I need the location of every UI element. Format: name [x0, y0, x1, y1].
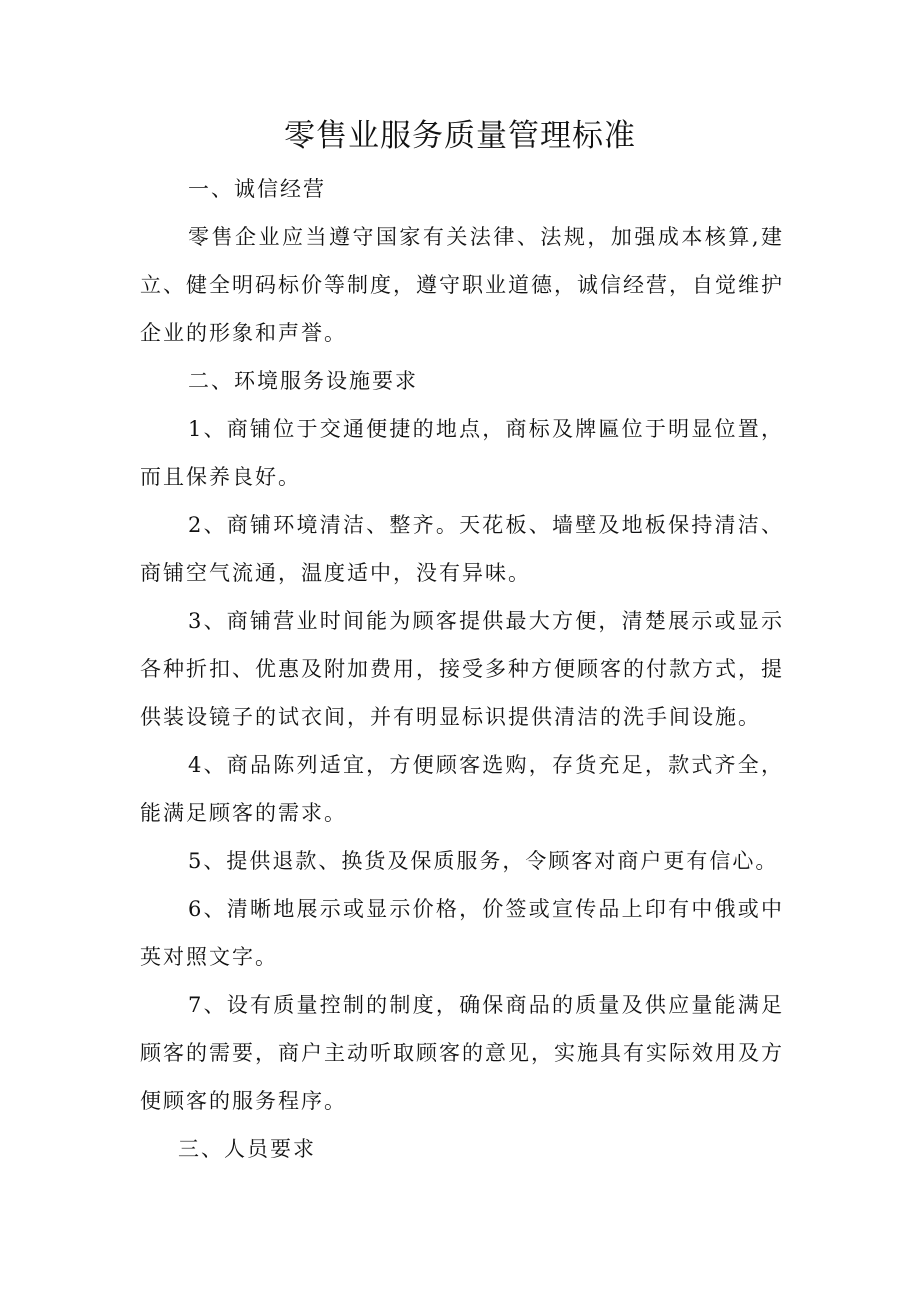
paragraph-integrity: 零售企业应当遵守国家有关法律、法规，加强成本核算,建立、健全明码标价等制度，遵守职业道德，诚信经营，自觉维护企业的形象和声誉。	[140, 225, 784, 345]
paragraph-item-4: 4、商品陈列适宜，方便顾客选购，存货充足，款式齐全，能满足顾客的需求。	[140, 753, 784, 825]
section-heading-environment: 二、环境服务设施要求	[188, 369, 418, 393]
paragraph-item-2: 2、商铺环境清洁、整齐。天花板、墙壁及地板保持清洁、商铺空气流通，温度适中，没有异味。	[140, 513, 784, 585]
document-title: 零售业服务质量管理标准	[284, 118, 636, 154]
paragraph-item-3: 3、商铺营业时间能为顾客提供最大方便，清楚展示或显示各种折扣、优惠及附加费用，接受多种方便顾客的付款方式，提供装设镜子的试衣间，并有明显标识提供清洁的洗手间设施。	[140, 609, 784, 729]
section-heading-personnel: 三、人员要求	[178, 1137, 316, 1161]
paragraph-item-6: 6、清晰地展示或显示价格，价签或宣传品上印有中俄或中英对照文字。	[140, 897, 784, 969]
paragraph-item-1: 1、商铺位于交通便捷的地点，商标及牌匾位于明显位置，而且保养良好。	[140, 417, 784, 489]
section-heading-integrity: 一、诚信经营	[188, 177, 326, 201]
paragraph-item-7: 7、设有质量控制的制度，确保商品的质量及供应量能满足顾客的需要，商户主动听取顾客的意见，实施具有实际效用及方便顾客的服务程序。	[140, 993, 784, 1113]
paragraph-item-5: 5、提供退款、换货及保质服务，令顾客对商户更有信心。	[188, 849, 779, 873]
document-body	[140, 165, 784, 1173]
